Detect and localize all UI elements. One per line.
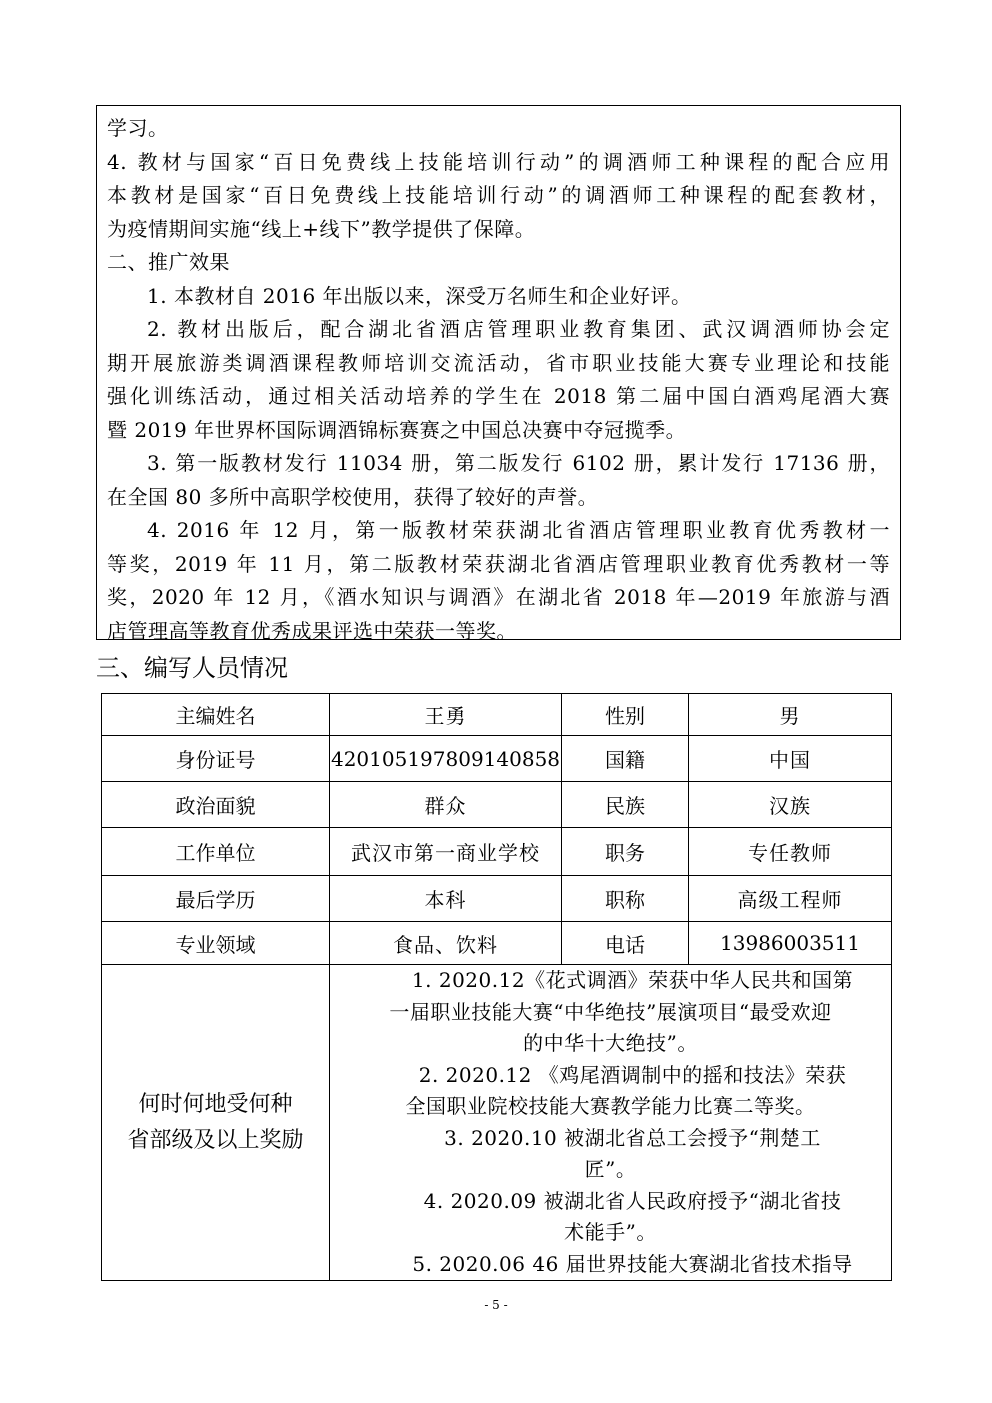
text-line: 学习。 [107,116,169,140]
text-line: 1. 本教材自 2016 年出版以来，深受万名师生和企业好评。 [147,283,692,308]
page-number: - 5 - [484,1298,508,1312]
text-line: 期开展旅游类调酒课程教师培训交流活动，省市职业技能大赛专业理论和技能 [107,350,890,375]
author-info-table [101,693,892,1281]
text-line: 强化训练活动，通过相关活动培养的学生在 2018 第二届中国白酒鸡尾酒大赛 [107,384,890,408]
table-row [102,736,892,782]
awards-list [330,965,892,1281]
award-line: 2. 2020.12 《鸡尾酒调制中的摇和技法》荣获 [418,1062,847,1087]
value-position: 专任教师 [689,828,892,876]
text-line: 为疫情期间实施“线上+线下”教学提供了保障。 [107,216,536,241]
table-row [102,965,892,1281]
text-line: 4. 2016 年 12 月，第一版教材荣获湖北省酒店管理职业教育优秀教材一 [147,518,890,542]
award-line: 一届职业技能大赛“中华绝技”展演项目“最受欢迎 [389,999,832,1024]
table-row [102,876,892,922]
label-title: 职称 [562,876,689,922]
award-line: 5. 2020.06 46 届世界技能大赛湖北省技术指导 [412,1251,853,1276]
table-row [102,828,892,876]
subheading: 二、推广效果 [107,250,230,274]
table-row [102,694,892,736]
label-chief-editor: 主编姓名 [102,694,330,736]
text-line: 暨 2019 年世界杯国际调酒锦标赛赛之中国总决赛中夺冠揽季。 [107,417,687,442]
text-line: 2. 教材出版后，配合湖北省酒店管理职业教育集团、武汉调酒师协会定 [147,317,890,341]
value-gender: 男 [689,694,892,736]
text-line: 奖，2020 年 12 月，《酒水知识与调酒》在湖北省 2018 年—2019 年旅游与酒 [107,585,890,609]
label-awards [102,965,330,1281]
value-nationality: 中国 [689,736,892,782]
awards-label-line: 何时何地受何种 [138,1091,293,1117]
section-title: 三、编写人员情况 [96,654,288,682]
table-row [102,782,892,828]
value-workplace: 武汉市第一商业学校 [330,828,562,876]
text-line: 店管理高等教育优秀成果评选中荣获一等奖。 [107,618,517,643]
value-education: 本科 [330,876,562,922]
label-position: 职务 [562,828,689,876]
text-line: 本教材是国家“百日免费线上技能培训行动”的调酒师工种课程的配套教材， [107,183,890,207]
value-title: 高级工程师 [689,876,892,922]
text-line: 4. 教材与国家“百日免费线上技能培训行动”的调酒师工种课程的配合应用 [107,149,890,174]
value-field: 食品、饮料 [330,922,562,965]
value-phone: 13986003511 [689,922,892,965]
text-line: 在全国 80 多所中高职学校使用，获得了较好的声誉。 [107,484,599,509]
label-phone: 电话 [562,922,689,965]
text-line: 3. 第一版教材发行 11034 册，第二版发行 6102 册，累计发行 17136 册， [147,451,890,475]
award-line: 1. 2020.12《花式调酒》荣获中华人民共和国第 [411,968,854,992]
award-line: 4. 2020.09 被湖北省人民政府授予“湖北省技 [423,1188,842,1213]
award-line: 匠”。 [584,1157,637,1181]
text-line: 等奖，2019 年 11 月，第二版教材荣获湖北省酒店管理职业教育优秀教材一等 [107,551,890,576]
label-field: 专业领域 [102,922,330,965]
value-name: 王勇 [330,694,562,736]
label-education: 最后学历 [102,876,330,922]
label-id-number: 身份证号 [102,736,330,782]
award-line: 全国职业院校技能大赛教学能力比赛二等奖。 [405,1094,816,1118]
label-gender: 性别 [562,694,689,736]
awards-label-line: 省部级及以上奖励 [127,1127,304,1153]
label-nationality: 国籍 [562,736,689,782]
promotion-text-box [96,105,901,643]
label-workplace: 工作单位 [102,828,330,876]
award-line: 的中华十大绝技”。 [523,1031,698,1055]
award-line: 3. 2020.10 被湖北省总工会授予“荆楚工 [444,1125,821,1150]
label-ethnicity: 民族 [562,782,689,828]
value-political-status: 群众 [330,782,562,828]
value-ethnicity: 汉族 [689,782,892,828]
table-row [102,922,892,965]
value-id-number: 420105197809140858 [330,736,562,782]
label-political-status: 政治面貌 [102,782,330,828]
award-line: 术能手”。 [564,1220,657,1244]
